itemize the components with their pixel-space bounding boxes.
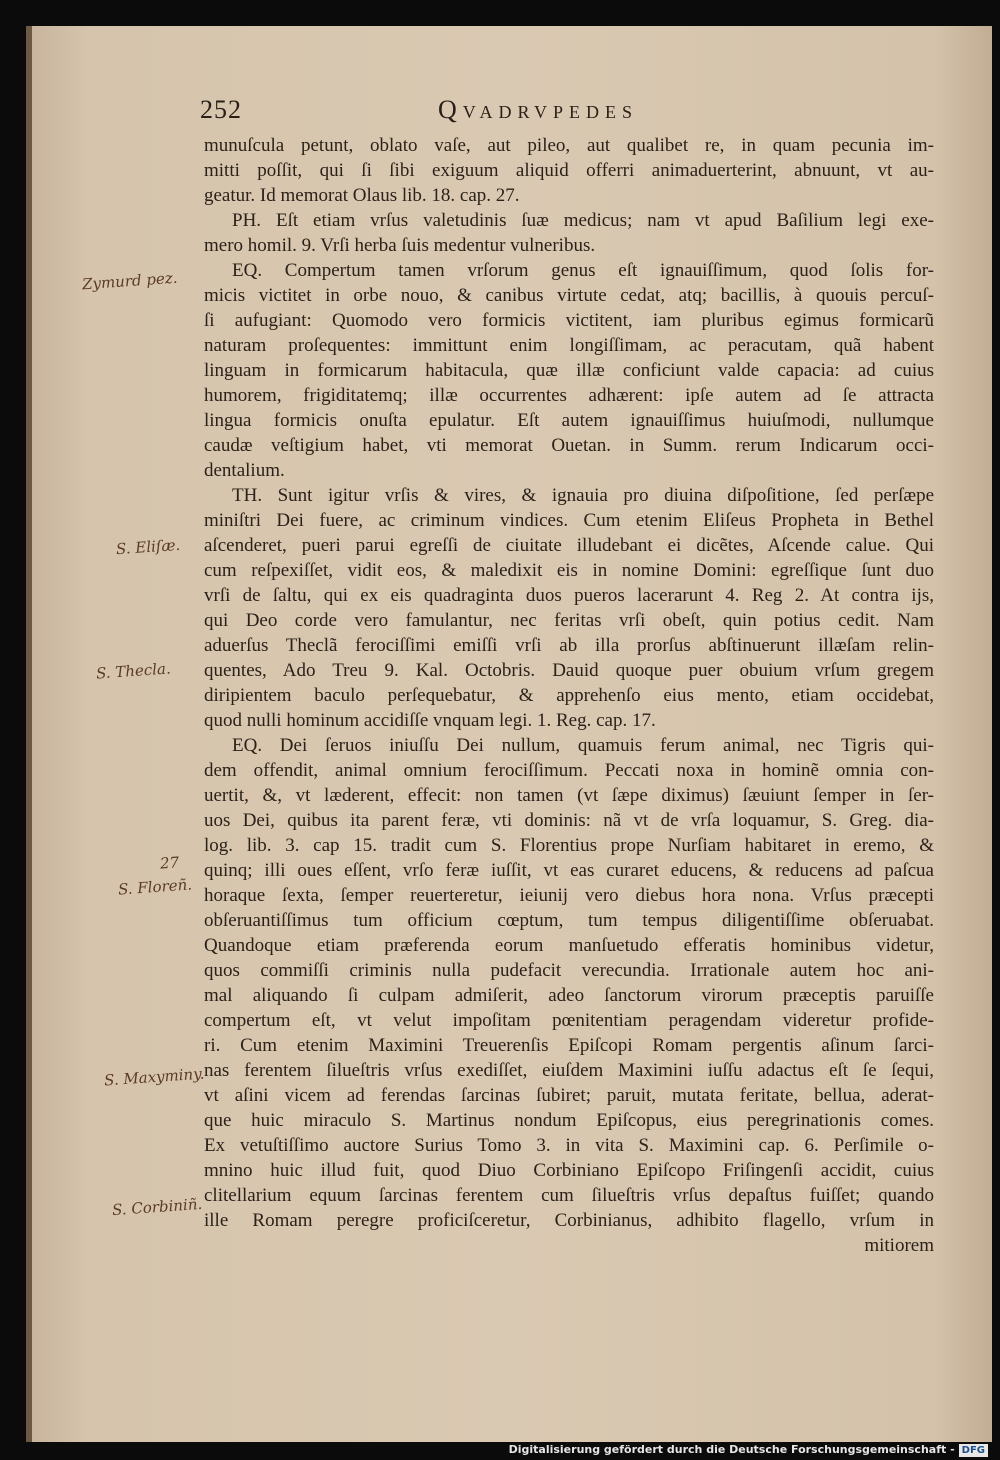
text-line: aſcenderet, pueri parui egreſſi de ciuitate illudebant ei dicẽtes, Aſcende calue. Qui	[204, 535, 934, 556]
text-line: mnino huic illud fuit, quod Diuo Corbiniano Epiſcopo Friſingenſi accidit, cuius	[204, 1160, 934, 1181]
text-line: mal aliquando ſi culpam admiſerit, adeo ſanctorum virorum præceptis paruiſſe	[204, 985, 934, 1006]
text-line: dentalium.	[204, 460, 285, 481]
text-line: quentes, Ado Treu 9. Kal. Octobris. Dauid quoque puer obuium vrſum gregem	[204, 660, 934, 681]
footer-text: Digitalisierung gefördert durch die Deutsche Forschungsgemeinschaft -	[508, 1443, 955, 1456]
text-line: clitellarium equum ſarcinas ferentem cum ſilueſtris vrſus depaſtus fuiſſet; quando	[204, 1185, 934, 1206]
text-line: vt aſini vicem ad ferendas ſarcinas ſubiret; paruit, mutata feritate, bellua, aderat-	[204, 1085, 934, 1106]
footer-credit	[509, 1441, 988, 1459]
margin-note: S. Eliſæ.	[115, 535, 181, 559]
text-line: caudæ veſtigium habet, vti memorat Ouetan. in Summ. rerum Indicarum occi-	[204, 435, 934, 456]
text-line: linguam in formicarum habitacula, quæ illæ conficiunt valde capacia: ad cuius	[204, 360, 934, 381]
text-line: ſi aufugiant: Quomodo vero formicis victitent, iam pluribus egimus formicarũ	[204, 310, 934, 331]
margin-note: Zymurd pez.	[81, 268, 178, 294]
text-line: TH. Sunt igitur vrſis & vires, & ignauia pro diuina diſpoſitione, ſed perſæpe	[232, 485, 934, 506]
text-line: mero homil. 9. Vrſi herba ſuis medentur vulneribus.	[204, 235, 596, 256]
text-line: naturam proſequentes: immittunt enim longiſſimam, ac peracutam, quã habent	[204, 335, 934, 356]
catchword: mitiorem	[864, 1235, 934, 1256]
text-line: miniſtri Dei fuere, ac criminum vindices. Cum etenim Eliſeus Propheta in Bethel	[204, 510, 934, 531]
margin-note: S. Thecla.	[95, 659, 172, 683]
text-line: quos commiſſi criminis nulla pudefacit verecundia. Irrationale autem hoc ani-	[204, 960, 934, 981]
page-header	[200, 95, 960, 127]
text-line: aduerſus Theclã ferociſſimi emiſſi vrſi ab illa prorſus abſtinuerunt illæſam relin-	[204, 635, 934, 656]
page-number: 252	[200, 95, 242, 124]
text-line: vrſi de ſaltu, qui ex eis quadraginta duos pueros lacerarunt 4. Reg 2. At contra ijs,	[204, 585, 934, 606]
text-line: uos Dei, quibus ita parent feræ, vti dominis: nã vt de vrſa loquamur, S. Greg. dia-	[204, 810, 934, 831]
margin-note: S. Maxyminy.	[103, 1064, 205, 1090]
margin-note: 27	[159, 853, 180, 873]
dfg-logo-icon: DFG	[959, 1444, 988, 1457]
text-line: quod nulli hominum accidiſſe vnquam legi. 1. Reg. cap. 17.	[204, 710, 656, 731]
text-line: uertit, &, vt læderent, effecit: non tamen (vt ſæpe diximus) ſæuiunt ſemper in ſer-	[204, 785, 934, 806]
text-line: cum reſpexiſſet, vidit eos, & maledixit eis in nomine Domini: egreſſique ſunt duo	[204, 560, 934, 581]
running-head: Qvadrvpedes	[438, 95, 639, 124]
text-line: mitti poſſit, qui ſi ſibi exiguum aliquid offerri animaduerterint, abnuunt, vt au-	[204, 160, 934, 181]
text-line: horaque ſexta, ſemper reuerteretur, ieiunij vero diebus hora nona. Vrſus præcepti	[204, 885, 934, 906]
text-line: que huic miraculo S. Martinus nondum Epiſcopus, eius peregrinationis comes.	[204, 1110, 934, 1131]
text-line: munuſcula petunt, oblato vaſe, aut pileo, aut qualibet re, in quam pecunia im-	[204, 135, 934, 156]
text-line: EQ. Compertum tamen vrſorum genus eſt ignauiſſimum, quod ſolis for-	[232, 260, 934, 281]
text-line: quinq; illi oues eſſent, vrſo feræ iuſſit, vt eas curaret educens, & reducens ad paſcua	[204, 860, 934, 881]
text-line: Ex vetuſtiſſimo auctore Surius Tomo 3. in vita S. Maximini cap. 6. Perſimile o-	[204, 1135, 934, 1156]
text-line: PH. Eſt etiam vrſus valetudinis ſuæ medicus; nam vt apud Baſilium legi exe-	[232, 210, 934, 231]
margin-note: S. Corbiniñ.	[111, 1194, 203, 1220]
text-line: nas ferentem ſilueſtris vrſus exediſſet, eiuſdem Maximini iuſſu adactus eſt ſe ſequi,	[204, 1060, 934, 1081]
text-line: Quandoque etiam præferenda eorum manſuetudo efferatis hominibus videtur,	[204, 935, 934, 956]
text-line: obſeruantiſſimus tum officium cœptum, tum tempus diligentiſſime obſeruabat.	[204, 910, 934, 931]
text-line: compertum eſt, vt velut impoſitam pœnitentiam peragendam videretur profide-	[204, 1010, 934, 1031]
text-line: lingua formicis onuſta epulatur. Eſt autem ignauiſſimus huiuſmodi, nullumque	[204, 410, 934, 431]
text-line: dem offendit, animal omnium ferociſſimum. Peccati noxa in hominẽ omnia con-	[204, 760, 934, 781]
text-line: humorem, frigiditatemq; illæ occurrentes adhærent: ipſe autem ad ſe attracta	[204, 385, 934, 406]
margin-note: S. Floreñ.	[117, 875, 193, 899]
text-line: diripientem baculo perſequebatur, & apprehenſo eius mento, etiam occidebat,	[204, 685, 934, 706]
text-line: micis victitet in orbe nouo, & canibus virtute cedat, atq; bacillis, à quouis percuſ-	[204, 285, 934, 306]
text-line: log. lib. 3. cap 15. tradit cum S. Florentius prope Nurſiam habitaret in eremo, &	[204, 835, 934, 856]
text-line: EQ. Dei ſeruos iniuſſu Dei nullum, quamuis ferum animal, nec Tigris qui-	[232, 735, 934, 756]
text-line: geatur. Id memorat Olaus lib. 18. cap. 27.	[204, 185, 520, 206]
text-line: ille Romam peregre proficiſceretur, Corbinianus, adhibito flagello, vrſum in	[204, 1210, 934, 1231]
text-line: ri. Cum etenim Maximini Treuerenſis Epiſcopi Romam pergentis aſinum ſarci-	[204, 1035, 934, 1056]
text-line: qui Deo corde vero famulantur, nec feritas vrſi obeſt, quin potius cedit. Nam	[204, 610, 934, 631]
